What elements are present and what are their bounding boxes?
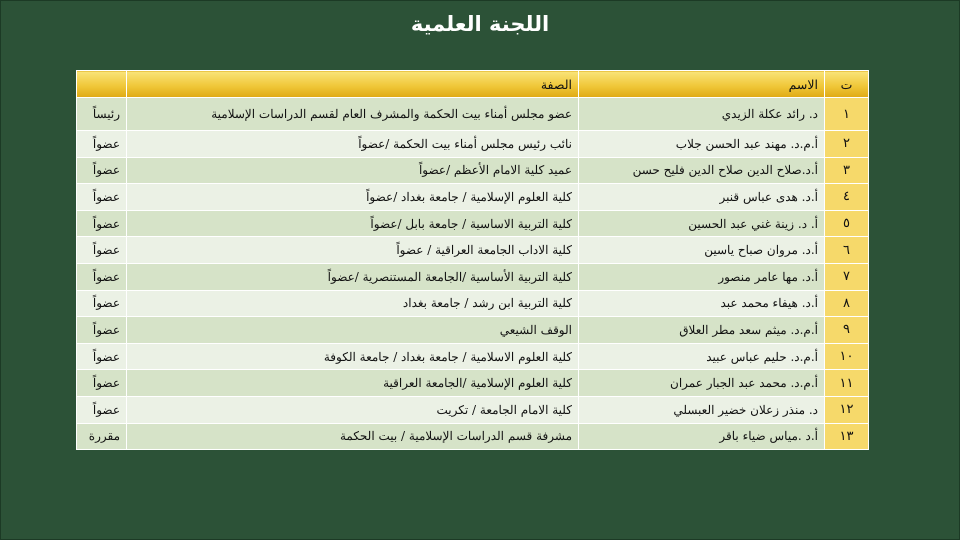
- row-description: مشرفة قسم الدراسات الإسلامية / بيت الحكمة: [127, 423, 579, 450]
- row-name: أ.د. هيفاء محمد عبد: [579, 290, 825, 317]
- row-name: أ.م.د. محمد عبد الجبار عمران: [579, 370, 825, 397]
- row-description: كلية الاداب الجامعة العراقية / عضواً: [127, 237, 579, 264]
- table-row: [77, 263, 869, 290]
- row-description: عميد كلية الامام الأعظم /عضواً: [127, 157, 579, 184]
- row-name: أ.م.د. ميثم سعد مطر العلاق: [579, 317, 825, 344]
- table-row: [77, 157, 869, 184]
- row-description: كلية العلوم الإسلامية /الجامعة العراقية: [127, 370, 579, 397]
- row-name: د. رائد عكلة الزيدي: [579, 98, 825, 131]
- row-number: ٢: [825, 131, 869, 158]
- header-name: الاسم: [579, 71, 825, 98]
- slide-title: اللجنة العلمية: [410, 12, 550, 36]
- row-number: ١١: [825, 370, 869, 397]
- row-description: عضو مجلس أمناء بيت الحكمة والمشرف العام لقسم الدراسات الإسلامية: [127, 98, 579, 131]
- row-number: ٤: [825, 184, 869, 211]
- row-role: عضواً: [77, 131, 127, 158]
- header-role: [77, 71, 127, 98]
- table-row: [77, 343, 869, 370]
- row-role: عضواً: [77, 157, 127, 184]
- row-role: مقررة: [77, 423, 127, 450]
- row-name: أ.د. هدى عباس قنبر: [579, 184, 825, 211]
- row-role: عضواً: [77, 184, 127, 211]
- table-row: [77, 396, 869, 423]
- row-number: ٥: [825, 210, 869, 237]
- row-role: عضواً: [77, 370, 127, 397]
- row-name: أ. د. زينة غني عبد الحسين: [579, 210, 825, 237]
- row-number: ٧: [825, 263, 869, 290]
- row-name: أ.د .مياس ضياء باقر: [579, 423, 825, 450]
- row-number: ٩: [825, 317, 869, 344]
- table-row: [77, 370, 869, 397]
- row-number: ٨: [825, 290, 869, 317]
- row-role: رئيساً: [77, 98, 127, 131]
- header-number: ت: [825, 71, 869, 98]
- row-description: نائب رئيس مجلس أمناء بيت الحكمة /عضواً: [127, 131, 579, 158]
- row-name: أ.م.د. مهند عبد الحسن جلاب: [579, 131, 825, 158]
- row-description: كلية الامام الجامعة / تكريت: [127, 396, 579, 423]
- row-name: أ.م.د. حليم عباس عبيد: [579, 343, 825, 370]
- table-row: [77, 184, 869, 211]
- table-row: [77, 290, 869, 317]
- table-header-row: [77, 71, 869, 98]
- row-number: ٣: [825, 157, 869, 184]
- table-row: [77, 98, 869, 131]
- table-row: [77, 131, 869, 158]
- row-number: ١٠: [825, 343, 869, 370]
- table-row: [77, 317, 869, 344]
- row-number: ١: [825, 98, 869, 131]
- committee-table: [76, 70, 869, 450]
- table-row: [77, 237, 869, 264]
- row-name: أ.د. مها عامر منصور: [579, 263, 825, 290]
- row-description: الوقف الشيعي: [127, 317, 579, 344]
- row-role: عضواً: [77, 317, 127, 344]
- row-name: أ.د.صلاح الدين صلاح الدين فليح حسن: [579, 157, 825, 184]
- row-number: ٦: [825, 237, 869, 264]
- header-description: الصفة: [127, 71, 579, 98]
- row-description: كلية التربية ابن رشد / جامعة بغداد: [127, 290, 579, 317]
- row-description: كلية التربية الأساسية /الجامعة المستنصرية /عضواً: [127, 263, 579, 290]
- row-name: أ.د. مروان صباح ياسين: [579, 237, 825, 264]
- row-role: عضواً: [77, 290, 127, 317]
- row-role: عضواً: [77, 263, 127, 290]
- row-role: عضواً: [77, 396, 127, 423]
- row-role: عضواً: [77, 343, 127, 370]
- table-row: [77, 210, 869, 237]
- row-role: عضواً: [77, 210, 127, 237]
- row-description: كلية العلوم الإسلامية / جامعة بغداد /عضواً: [127, 184, 579, 211]
- row-name: د. منذر زعلان خضير العبسلي: [579, 396, 825, 423]
- row-number: ١٣: [825, 423, 869, 450]
- table-row: [77, 423, 869, 450]
- row-description: كلية التربية الاساسية / جامعة بابل /عضواً: [127, 210, 579, 237]
- row-role: عضواً: [77, 237, 127, 264]
- row-number: ١٢: [825, 396, 869, 423]
- row-description: كلية العلوم الاسلامية / جامعة بغداد / جامعة الكوفة: [127, 343, 579, 370]
